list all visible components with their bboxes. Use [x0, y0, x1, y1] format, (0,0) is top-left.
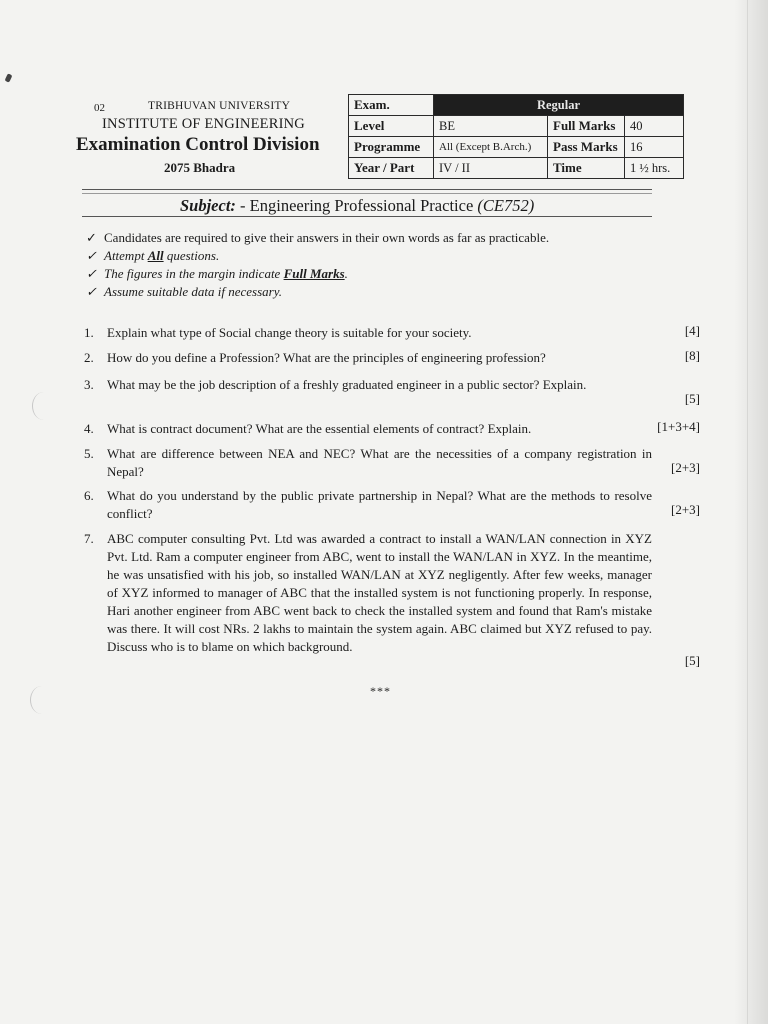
division-name: Examination Control Division: [76, 134, 320, 155]
top-rule: [82, 189, 652, 190]
instruction-text: .: [344, 266, 348, 281]
question-number: 1.: [84, 325, 94, 340]
question-item: [84, 324, 700, 344]
exam-row: [349, 95, 684, 116]
top-rule-light: [82, 193, 652, 194]
question-text: How do you define a Profession? What are the principles of engineering profession?: [107, 350, 546, 365]
programme-value: All (Except B.Arch.): [434, 137, 548, 158]
subject-line: [180, 196, 534, 216]
question-marks: [1+3+4]: [657, 419, 700, 434]
question-marks: [5]: [684, 391, 700, 406]
level-label: Level: [349, 116, 434, 137]
question-text: What are difference between NEA and NEC? What are the necessities of a company registration in Nepal?: [107, 446, 652, 479]
question-text: Explain what type of Social change theory is suitable for your society.: [107, 325, 472, 340]
level-row: [349, 116, 684, 137]
punch-hole-mark: [32, 392, 55, 420]
programme-row: [349, 137, 684, 158]
punch-hole-mark: [30, 686, 53, 714]
question-number: 6.: [84, 488, 94, 503]
ink-speck: [5, 73, 13, 82]
time-label: Time: [548, 158, 625, 179]
question-item: [84, 349, 700, 369]
bottom-rule: [82, 216, 652, 217]
question-text: ABC computer consulting Pvt. Ltd was awarded a contract to install a WAN/LAN connection in XYZ Pvt. Ltd. Ram a computer engineer from ABC, went to install the WAN/LAN in XYZ. In the meantime, he was unsatisfied with his job, so installed WAN/LAN at XYZ negligently. After few weeks, manager of XYZ informed to manager of ABC that the installed system is not functioning properly. In response, Hari another engineer from ABC went back to check the installed system and found that Ram's mistake was there. It will cost NRs. 2 lakhs to maintain the system again. ABC claimed but XYZ refused to pay. Discuss who is to blame on which background.: [107, 531, 652, 654]
instruction-item: [86, 230, 549, 246]
programme-label: Programme: [349, 137, 434, 158]
subject-label: Subject:: [180, 196, 236, 215]
page-edge-shadow: [734, 0, 768, 1024]
exam-session: 2075 Bhadra: [164, 160, 236, 175]
question-text: What is contract document? What are the essential elements of contract? Explain.: [107, 421, 532, 436]
year-part-label: Year / Part: [349, 158, 434, 179]
question-marks: [2+3]: [671, 460, 700, 475]
paper-code: 02: [94, 102, 105, 114]
instruction-text: The figures in the margin indicate: [104, 266, 284, 281]
question-number: 5.: [84, 446, 94, 461]
check-icon: ✓: [86, 230, 97, 245]
question-number: 4.: [84, 421, 94, 436]
question-marks: [4]: [684, 323, 700, 338]
question-number: 3.: [84, 377, 94, 392]
question-number: 7.: [84, 531, 94, 546]
question-text: What may be the job description of a freshly graduated engineer in a public sector? Explain.: [107, 377, 587, 392]
instruction-text: Assume suitable data if necessary.: [104, 284, 283, 299]
question-marks: [5]: [684, 653, 700, 668]
check-icon: ✓: [86, 266, 97, 281]
subject-separator: -: [235, 196, 250, 215]
question-text: What do you understand by the public private partnership in Nepal? What are the methods to resolve conflict?: [107, 488, 652, 521]
instruction-emphasis: All: [147, 248, 164, 263]
check-icon: ✓: [86, 248, 97, 263]
instruction-text: Attempt: [104, 248, 148, 263]
question-item: [84, 530, 700, 675]
full-marks-label: Full Marks: [548, 116, 625, 137]
instruction-text: questions.: [163, 248, 220, 263]
question-marks: [8]: [684, 348, 700, 363]
question-marks: [2+3]: [671, 502, 700, 517]
university-name: TRIBHUVAN UNIVERSITY: [148, 100, 291, 112]
question-number: 2.: [84, 350, 94, 365]
page-edge-line: [747, 0, 748, 1024]
year-part-row: [349, 158, 684, 179]
institute-name: INSTITUTE OF ENGINEERING: [102, 116, 305, 132]
exam-label: Exam.: [349, 95, 434, 116]
level-value: BE: [434, 116, 548, 137]
pass-marks-value: 16: [625, 137, 684, 158]
time-value: 1 ½ hrs.: [625, 158, 684, 179]
year-part-value: IV / II: [434, 158, 548, 179]
instruction-item: [86, 284, 282, 300]
subject-code: (CE752): [477, 196, 535, 215]
exam-type-value: Regular: [434, 95, 684, 116]
check-icon: ✓: [86, 284, 97, 299]
instruction-item: [86, 266, 348, 282]
instruction-item: [86, 248, 219, 264]
question-item: [84, 487, 700, 525]
pass-marks-label: Pass Marks: [548, 137, 625, 158]
exam-info-table: [348, 94, 684, 179]
question-item: [84, 420, 700, 440]
full-marks-value: 40: [625, 116, 684, 137]
question-item: [84, 376, 700, 414]
subject-name: Engineering Professional Practice: [249, 196, 474, 215]
instruction-text: Candidates are required to give their answers in their own words as far as practicable.: [104, 230, 550, 245]
instruction-emphasis: Full Marks: [283, 266, 345, 281]
end-mark: ***: [370, 684, 391, 698]
question-item: [84, 445, 700, 483]
